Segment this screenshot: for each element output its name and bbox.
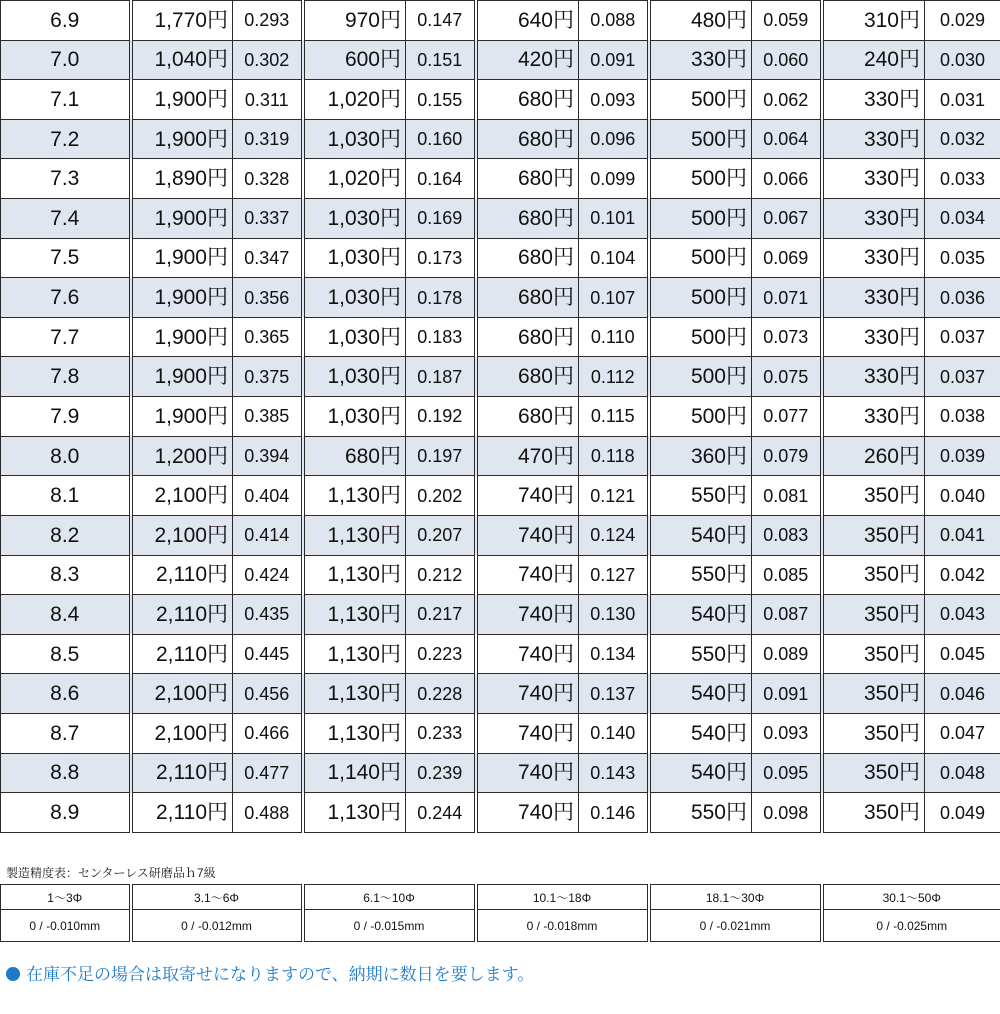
price-cell: 1,030円 [303, 317, 406, 357]
weight-cell: 0.107 [579, 278, 649, 318]
price-cell: 2,110円 [131, 595, 233, 635]
table-row [1, 397, 1000, 437]
weight-cell: 0.038 [925, 397, 1000, 437]
price-cell: 2,100円 [131, 476, 233, 516]
weight-cell: 0.069 [752, 238, 822, 278]
price-cell: 2,110円 [131, 555, 233, 595]
diameter-cell: 8.5 [1, 634, 131, 674]
weight-cell: 0.143 [579, 753, 649, 793]
price-cell: 500円 [649, 238, 752, 278]
weight-cell: 0.228 [406, 674, 476, 714]
table-row [1, 80, 1000, 120]
weight-cell: 0.244 [406, 793, 476, 833]
price-cell: 1,030円 [303, 199, 406, 239]
price-cell: 740円 [476, 515, 579, 555]
price-cell: 680円 [476, 119, 579, 159]
table-row [1, 595, 1000, 635]
range-cell: 1～3Φ [1, 885, 131, 910]
price-cell: 330円 [822, 159, 925, 199]
weight-cell: 0.035 [925, 238, 1000, 278]
weight-cell: 0.404 [233, 476, 303, 516]
table-row [1, 436, 1000, 476]
weight-cell: 0.124 [579, 515, 649, 555]
table-row [1, 515, 1000, 555]
table-row [1, 674, 1000, 714]
price-cell: 550円 [649, 476, 752, 516]
table-row [1, 199, 1000, 239]
price-cell: 2,110円 [131, 793, 233, 833]
weight-cell: 0.456 [233, 674, 303, 714]
weight-cell: 0.089 [752, 634, 822, 674]
weight-cell: 0.081 [752, 476, 822, 516]
weight-cell: 0.099 [579, 159, 649, 199]
price-cell: 500円 [649, 357, 752, 397]
diameter-cell: 8.4 [1, 595, 131, 635]
weight-cell: 0.146 [579, 793, 649, 833]
weight-cell: 0.098 [752, 793, 822, 833]
price-cell: 550円 [649, 793, 752, 833]
weight-cell: 0.394 [233, 436, 303, 476]
weight-cell: 0.095 [752, 753, 822, 793]
weight-cell: 0.045 [925, 634, 1000, 674]
weight-cell: 0.127 [579, 555, 649, 595]
price-cell: 330円 [822, 238, 925, 278]
weight-cell: 0.169 [406, 199, 476, 239]
price-cell: 350円 [822, 753, 925, 793]
price-cell: 740円 [476, 753, 579, 793]
price-cell: 330円 [822, 278, 925, 318]
table-row [1, 634, 1000, 674]
price-cell: 540円 [649, 713, 752, 753]
weight-cell: 0.088 [579, 1, 649, 41]
diameter-cell: 7.7 [1, 317, 131, 357]
price-cell: 360円 [649, 436, 752, 476]
price-cell: 540円 [649, 753, 752, 793]
diameter-cell: 8.6 [1, 674, 131, 714]
weight-cell: 0.112 [579, 357, 649, 397]
price-cell: 680円 [303, 436, 406, 476]
price-cell: 330円 [822, 80, 925, 120]
price-cell: 310円 [822, 1, 925, 41]
price-cell: 480円 [649, 1, 752, 41]
weight-cell: 0.147 [406, 1, 476, 41]
price-cell: 350円 [822, 476, 925, 516]
tolerance-range-row [1, 885, 1000, 910]
weight-cell: 0.041 [925, 515, 1000, 555]
weight-cell: 0.091 [752, 674, 822, 714]
price-cell: 1,040円 [131, 40, 233, 80]
weight-cell: 0.048 [925, 753, 1000, 793]
price-cell: 2,100円 [131, 674, 233, 714]
price-table-body [1, 1, 1000, 833]
weight-cell: 0.071 [752, 278, 822, 318]
price-cell: 1,900円 [131, 357, 233, 397]
price-cell: 1,130円 [303, 515, 406, 555]
price-cell: 740円 [476, 595, 579, 635]
price-cell: 500円 [649, 278, 752, 318]
weight-cell: 0.130 [579, 595, 649, 635]
price-cell: 500円 [649, 159, 752, 199]
price-cell: 550円 [649, 634, 752, 674]
tolerance-cell: 0 / -0.021mm [649, 910, 822, 942]
weight-cell: 0.079 [752, 436, 822, 476]
diameter-cell: 7.6 [1, 278, 131, 318]
weight-cell: 0.047 [925, 713, 1000, 753]
weight-cell: 0.155 [406, 80, 476, 120]
diameter-cell: 7.2 [1, 119, 131, 159]
weight-cell: 0.337 [233, 199, 303, 239]
price-cell: 2,100円 [131, 515, 233, 555]
price-cell: 2,100円 [131, 713, 233, 753]
price-cell: 740円 [476, 634, 579, 674]
table-row [1, 1, 1000, 41]
price-cell: 330円 [822, 199, 925, 239]
price-cell: 1,900円 [131, 397, 233, 437]
price-cell: 640円 [476, 1, 579, 41]
price-cell: 350円 [822, 634, 925, 674]
range-cell: 30.1～50Φ [822, 885, 1000, 910]
weight-cell: 0.115 [579, 397, 649, 437]
tolerance-cell: 0 / -0.018mm [476, 910, 649, 942]
price-cell: 1,030円 [303, 357, 406, 397]
price-cell: 1,900円 [131, 80, 233, 120]
weight-cell: 0.073 [752, 317, 822, 357]
weight-cell: 0.096 [579, 119, 649, 159]
price-cell: 350円 [822, 515, 925, 555]
price-cell: 500円 [649, 199, 752, 239]
weight-cell: 0.060 [752, 40, 822, 80]
price-cell: 330円 [822, 119, 925, 159]
weight-cell: 0.328 [233, 159, 303, 199]
weight-cell: 0.066 [752, 159, 822, 199]
weight-cell: 0.293 [233, 1, 303, 41]
diameter-cell: 7.9 [1, 397, 131, 437]
price-cell: 1,130円 [303, 476, 406, 516]
price-cell: 240円 [822, 40, 925, 80]
price-cell: 600円 [303, 40, 406, 80]
weight-cell: 0.036 [925, 278, 1000, 318]
tolerance-cell: 0 / -0.012mm [131, 910, 303, 942]
table-row [1, 40, 1000, 80]
weight-cell: 0.183 [406, 317, 476, 357]
weight-cell: 0.067 [752, 199, 822, 239]
weight-cell: 0.064 [752, 119, 822, 159]
weight-cell: 0.466 [233, 713, 303, 753]
price-cell: 260円 [822, 436, 925, 476]
weight-cell: 0.151 [406, 40, 476, 80]
price-cell: 740円 [476, 713, 579, 753]
price-cell: 1,130円 [303, 713, 406, 753]
weight-cell: 0.085 [752, 555, 822, 595]
precision-table-title: 製造精度表：センターレス研磨品ｈ7級 [6, 866, 216, 880]
price-cell: 1,900円 [131, 199, 233, 239]
price-cell: 500円 [649, 317, 752, 357]
weight-cell: 0.477 [233, 753, 303, 793]
price-cell: 1,130円 [303, 793, 406, 833]
price-cell: 1,030円 [303, 278, 406, 318]
price-cell: 1,770円 [131, 1, 233, 41]
price-cell: 1,900円 [131, 238, 233, 278]
price-cell: 1,020円 [303, 80, 406, 120]
weight-cell: 0.046 [925, 674, 1000, 714]
weight-cell: 0.164 [406, 159, 476, 199]
weight-cell: 0.034 [925, 199, 1000, 239]
price-cell: 350円 [822, 555, 925, 595]
weight-cell: 0.385 [233, 397, 303, 437]
diameter-cell: 8.1 [1, 476, 131, 516]
weight-cell: 0.032 [925, 119, 1000, 159]
price-cell: 680円 [476, 199, 579, 239]
price-cell: 1,130円 [303, 555, 406, 595]
price-cell: 470円 [476, 436, 579, 476]
weight-cell: 0.197 [406, 436, 476, 476]
weight-cell: 0.435 [233, 595, 303, 635]
table-row [1, 159, 1000, 199]
weight-cell: 0.093 [579, 80, 649, 120]
price-cell: 680円 [476, 159, 579, 199]
weight-cell: 0.033 [925, 159, 1000, 199]
price-cell: 1,130円 [303, 674, 406, 714]
range-cell: 6.1～10Φ [303, 885, 476, 910]
weight-cell: 0.042 [925, 555, 1000, 595]
price-cell: 1,130円 [303, 595, 406, 635]
table-row [1, 357, 1000, 397]
diameter-cell: 8.0 [1, 436, 131, 476]
price-cell: 680円 [476, 238, 579, 278]
tolerance-value-row [1, 910, 1000, 942]
diameter-cell: 7.4 [1, 199, 131, 239]
price-cell: 420円 [476, 40, 579, 80]
weight-cell: 0.059 [752, 1, 822, 41]
weight-cell: 0.040 [925, 476, 1000, 516]
weight-cell: 0.192 [406, 397, 476, 437]
weight-cell: 0.049 [925, 793, 1000, 833]
price-cell: 680円 [476, 357, 579, 397]
price-cell: 550円 [649, 555, 752, 595]
weight-cell: 0.319 [233, 119, 303, 159]
price-cell: 330円 [649, 40, 752, 80]
diameter-cell: 6.9 [1, 1, 131, 41]
diameter-cell: 7.0 [1, 40, 131, 80]
price-cell: 2,110円 [131, 753, 233, 793]
tolerance-cell: 0 / -0.015mm [303, 910, 476, 942]
price-cell: 1,200円 [131, 436, 233, 476]
table-row [1, 476, 1000, 516]
weight-cell: 0.137 [579, 674, 649, 714]
diameter-cell: 7.5 [1, 238, 131, 278]
weight-cell: 0.239 [406, 753, 476, 793]
weight-cell: 0.187 [406, 357, 476, 397]
table-row [1, 317, 1000, 357]
price-cell: 330円 [822, 357, 925, 397]
weight-cell: 0.488 [233, 793, 303, 833]
price-cell: 680円 [476, 317, 579, 357]
weight-cell: 0.029 [925, 1, 1000, 41]
weight-cell: 0.356 [233, 278, 303, 318]
weight-cell: 0.077 [752, 397, 822, 437]
diameter-cell: 7.3 [1, 159, 131, 199]
price-cell: 330円 [822, 317, 925, 357]
tolerance-cell: 0 / -0.025mm [822, 910, 1000, 942]
diameter-cell: 8.8 [1, 753, 131, 793]
price-cell: 350円 [822, 674, 925, 714]
weight-cell: 0.030 [925, 40, 1000, 80]
weight-cell: 0.083 [752, 515, 822, 555]
weight-cell: 0.202 [406, 476, 476, 516]
price-cell: 680円 [476, 278, 579, 318]
price-cell: 740円 [476, 793, 579, 833]
weight-cell: 0.037 [925, 357, 1000, 397]
price-cell: 2,110円 [131, 634, 233, 674]
weight-cell: 0.212 [406, 555, 476, 595]
weight-cell: 0.375 [233, 357, 303, 397]
table-row [1, 278, 1000, 318]
weight-cell: 0.110 [579, 317, 649, 357]
weight-cell: 0.134 [579, 634, 649, 674]
weight-cell: 0.160 [406, 119, 476, 159]
price-cell: 1,900円 [131, 278, 233, 318]
table-row [1, 555, 1000, 595]
price-cell: 330円 [822, 397, 925, 437]
weight-cell: 0.101 [579, 199, 649, 239]
price-cell: 540円 [649, 595, 752, 635]
weight-cell: 0.207 [406, 515, 476, 555]
weight-cell: 0.043 [925, 595, 1000, 635]
weight-cell: 0.039 [925, 436, 1000, 476]
price-cell: 1,030円 [303, 238, 406, 278]
price-cell: 1,890円 [131, 159, 233, 199]
price-cell: 500円 [649, 397, 752, 437]
price-cell: 740円 [476, 674, 579, 714]
weight-cell: 0.031 [925, 80, 1000, 120]
weight-cell: 0.140 [579, 713, 649, 753]
weight-cell: 0.104 [579, 238, 649, 278]
table-row [1, 753, 1000, 793]
weight-cell: 0.118 [579, 436, 649, 476]
price-cell: 540円 [649, 674, 752, 714]
table-row [1, 119, 1000, 159]
weight-cell: 0.445 [233, 634, 303, 674]
range-cell: 18.1～30Φ [649, 885, 822, 910]
weight-cell: 0.178 [406, 278, 476, 318]
weight-cell: 0.075 [752, 357, 822, 397]
price-cell: 1,900円 [131, 317, 233, 357]
diameter-cell: 8.3 [1, 555, 131, 595]
price-cell: 1,140円 [303, 753, 406, 793]
weight-cell: 0.233 [406, 713, 476, 753]
weight-cell: 0.365 [233, 317, 303, 357]
table-row [1, 713, 1000, 753]
weight-cell: 0.311 [233, 80, 303, 120]
weight-cell: 0.091 [579, 40, 649, 80]
price-cell: 1,030円 [303, 119, 406, 159]
weight-cell: 0.223 [406, 634, 476, 674]
diameter-cell: 7.8 [1, 357, 131, 397]
diameter-cell: 8.7 [1, 713, 131, 753]
tolerance-table [0, 884, 1000, 942]
range-cell: 10.1～18Φ [476, 885, 649, 910]
weight-cell: 0.217 [406, 595, 476, 635]
weight-cell: 0.093 [752, 713, 822, 753]
weight-cell: 0.424 [233, 555, 303, 595]
range-cell: 3.1～6Φ [131, 885, 303, 910]
stock-note-text: 在庫不足の場合は取寄せになりますので、納期に数日を要します。 [26, 965, 535, 984]
stock-note [6, 960, 534, 985]
table-row [1, 793, 1000, 833]
table-row [1, 238, 1000, 278]
price-cell: 350円 [822, 595, 925, 635]
price-cell: 740円 [476, 476, 579, 516]
bullet-icon [6, 967, 20, 981]
price-cell: 350円 [822, 713, 925, 753]
weight-cell: 0.087 [752, 595, 822, 635]
weight-cell: 0.121 [579, 476, 649, 516]
price-cell: 350円 [822, 793, 925, 833]
price-cell: 1,020円 [303, 159, 406, 199]
price-cell: 970円 [303, 1, 406, 41]
weight-cell: 0.173 [406, 238, 476, 278]
price-cell: 1,030円 [303, 397, 406, 437]
price-cell: 500円 [649, 119, 752, 159]
diameter-cell: 8.2 [1, 515, 131, 555]
price-cell: 680円 [476, 397, 579, 437]
price-cell: 1,900円 [131, 119, 233, 159]
weight-cell: 0.414 [233, 515, 303, 555]
weight-cell: 0.347 [233, 238, 303, 278]
price-cell: 680円 [476, 80, 579, 120]
weight-cell: 0.062 [752, 80, 822, 120]
price-cell: 740円 [476, 555, 579, 595]
diameter-cell: 8.9 [1, 793, 131, 833]
diameter-cell: 7.1 [1, 80, 131, 120]
price-cell: 540円 [649, 515, 752, 555]
price-cell: 500円 [649, 80, 752, 120]
weight-cell: 0.302 [233, 40, 303, 80]
tolerance-cell: 0 / -0.010mm [1, 910, 131, 942]
weight-cell: 0.037 [925, 317, 1000, 357]
price-cell: 1,130円 [303, 634, 406, 674]
